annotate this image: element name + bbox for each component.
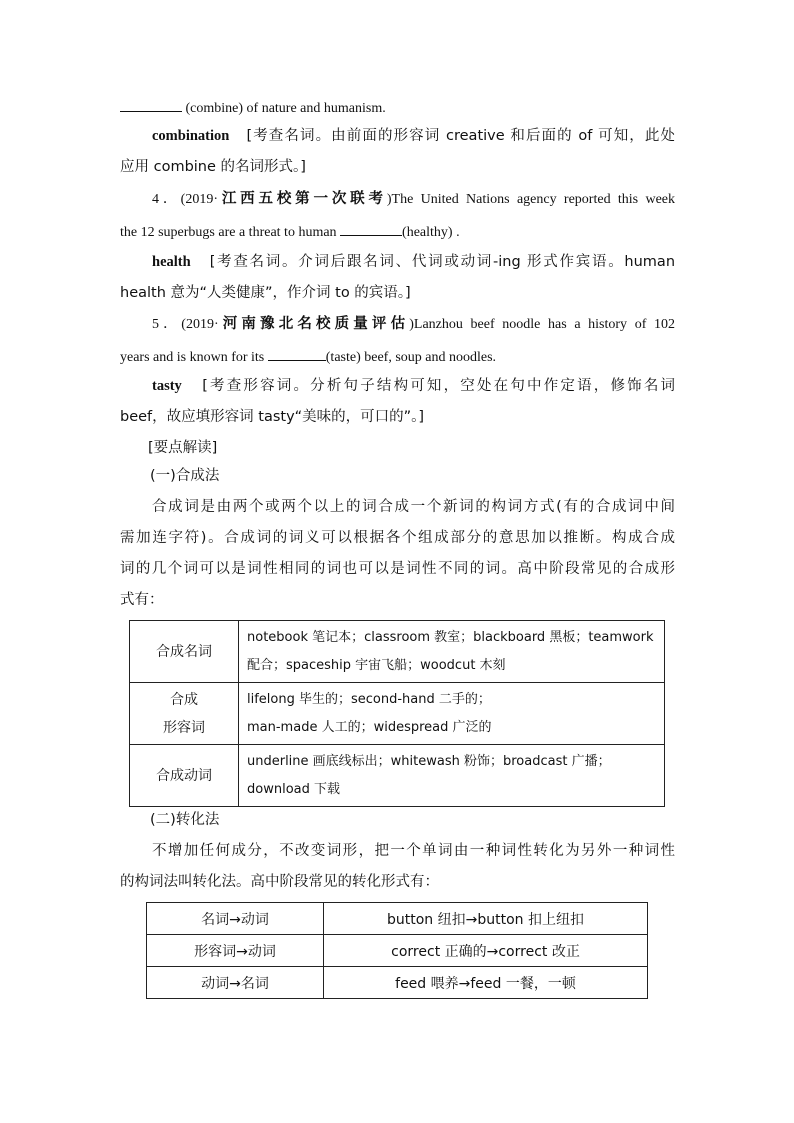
table-cell: feed 喂养→feed 一餐，一顿 <box>324 967 648 999</box>
table-header-cell: 合成名词 <box>130 621 239 683</box>
table-row <box>147 935 648 967</box>
q4-line2: the 12 superbugs are a threat to human (healthy) . <box>120 221 675 242</box>
table-header-cell: 动词→名词 <box>147 967 324 999</box>
table-row <box>130 621 665 683</box>
q4-answer: health <box>152 254 191 270</box>
table-cell: correct 正确的→correct 改正 <box>324 935 648 967</box>
answer-blank <box>120 97 182 112</box>
q5-answer: tasty <box>152 378 182 394</box>
section1-paragraph-line3: 词的几个词可以是词性相同的词也可以是词性不同的词。高中阶段常见的合成形 <box>120 561 675 577</box>
section1-title: (一)合成法 <box>150 468 220 484</box>
table-row <box>147 903 648 935</box>
table-header-cell: 名词→动词 <box>147 903 324 935</box>
conversion-table <box>146 902 648 999</box>
section1-paragraph-line4: 式有： <box>120 592 164 608</box>
answer-blank <box>340 221 402 236</box>
compound-words-table <box>129 620 665 807</box>
table-cell: underline 画底线标出；whitewash 粉饰；broadcast 广播； download 下载 <box>239 745 665 807</box>
q4-explanation-line2: health 意为“人类健康”，作介词 to 的宾语。] <box>120 285 411 301</box>
q3-explanation-line1: combination [考查名词。由前面的形容词 creative 和后面的 of 可知，此处 <box>152 128 675 144</box>
table-header-cell: 合成 形容词 <box>130 683 239 745</box>
table-cell: button 纽扣→button 扣上纽扣 <box>324 903 648 935</box>
section2-title: (二)转化法 <box>150 812 220 828</box>
q4-line1: 4．(2019·江西五校第一次联考)The United Nations agency reported this week <box>152 191 676 207</box>
table-cell: notebook 笔记本；classroom 教室；blackboard 黑板；teamwork 配合；spaceship 宇宙飞船；woodcut 木刻 <box>239 621 665 683</box>
q3-tail-line: (combine) of nature and humanism. <box>120 97 675 118</box>
q5-explanation-line2: beef，故应填形容词 tasty“美味的，可口的”。] <box>120 409 425 425</box>
q5-line2: years and is known for its (taste) beef, soup and noodles. <box>120 346 675 367</box>
section1-paragraph-line1: 合成词是由两个或两个以上的词合成一个新词的构词方式(有的合成词中间 <box>152 499 675 515</box>
table-row <box>130 745 665 807</box>
key-points-heading: [要点解读] <box>148 440 218 456</box>
section2-paragraph-line2: 的构词法叫转化法。高中阶段常见的转化形式有： <box>120 874 439 890</box>
q3-explanation-line2: 应用 combine 的名词形式。] <box>120 159 306 175</box>
section2-paragraph-line1: 不增加任何成分，不改变词形，把一个单词由一种词性转化为另外一种词性 <box>152 843 675 859</box>
table-cell: lifelong 毕生的；second-hand 二手的； man-made 人工的；widespread 广泛的 <box>239 683 665 745</box>
answer-blank <box>268 346 326 361</box>
table-header-cell: 形容词→动词 <box>147 935 324 967</box>
q5-source: 河南豫北名校质量评估 <box>218 316 410 332</box>
table-row <box>130 683 665 745</box>
table-header-cell: 合成动词 <box>130 745 239 807</box>
section1-paragraph-line2: 需加连字符)。合成词的词义可以根据各个组成部分的意思加以推断。构成合成 <box>120 530 675 546</box>
q4-explanation-line1: health [考查名词。介词后跟名词、代词或动词-ing 形式作宾语。human <box>152 254 676 270</box>
q4-source: 江西五校第一次联考 <box>218 191 387 207</box>
q5-line1: 5．(2019·河南豫北名校质量评估)Lanzhou beef noodle has a history of 102 <box>152 316 676 332</box>
q5-explanation-line1: tasty [考查形容词。分析句子结构可知，空处在句中作定语，修饰名词 <box>152 378 676 394</box>
table-row <box>147 967 648 999</box>
q3-answer: combination <box>152 128 230 144</box>
